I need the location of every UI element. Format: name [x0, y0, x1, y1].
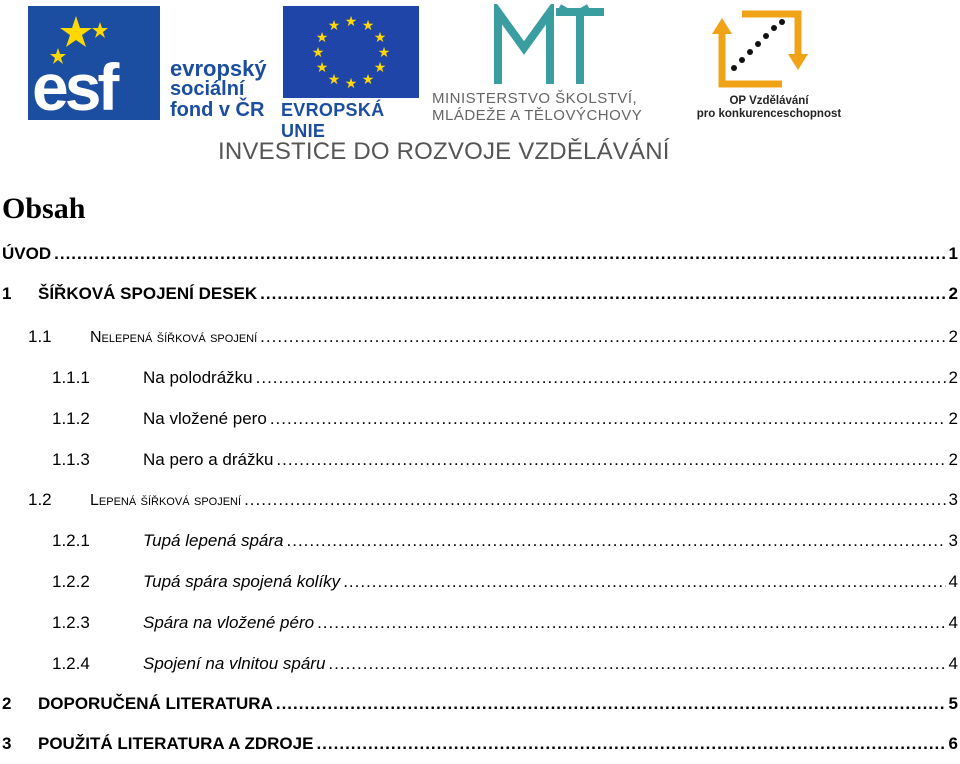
msmt-logo	[490, 4, 610, 88]
toc-number: 1.1	[28, 327, 52, 346]
toc-page: 6	[948, 734, 958, 753]
toc-entry[interactable]	[52, 409, 958, 439]
toc-number: 1.2.3	[52, 613, 90, 632]
toc-page: 2	[948, 450, 958, 469]
svg-text:★: ★	[361, 18, 375, 34]
svg-text:★: ★	[373, 60, 387, 76]
svg-text:★: ★	[373, 30, 387, 46]
toc-number: 1.2	[28, 490, 52, 509]
toc-entry[interactable]	[2, 694, 958, 724]
toc-page: 4	[948, 572, 958, 591]
toc-leader	[260, 328, 945, 345]
msmt-caption-line: MINISTERSTVO ŠKOLSTVÍ,	[432, 90, 638, 107]
toc-title: POUŽITÁ LITERATURA A ZDROJE	[38, 734, 314, 753]
esf-text-line: fond v ČR	[170, 99, 265, 121]
svg-text:★: ★	[327, 72, 341, 88]
toc-number: 1.1.1	[52, 368, 90, 387]
svg-text:★: ★	[361, 72, 375, 88]
toc-leader	[270, 410, 946, 427]
toc-number: 1	[2, 284, 12, 303]
msmt-logo-icon	[490, 4, 610, 88]
toc-entry[interactable]	[2, 734, 958, 764]
toc-page: 3	[948, 490, 958, 509]
toc-leader	[317, 614, 945, 631]
op-caption	[684, 95, 854, 121]
toc-entry[interactable]	[52, 613, 958, 643]
op-caption-line: OP Vzdělávání	[729, 95, 809, 107]
toc-entry[interactable]	[52, 654, 958, 684]
investice-slogan: INVESTICE DO ROZVOJE VZDĚLÁVÁNÍ	[218, 138, 670, 165]
toc-number: ÚVOD	[2, 244, 52, 263]
page-title: Obsah	[2, 192, 86, 225]
esf-text-line: sociální	[170, 78, 245, 100]
toc-title: ŠÍŘKOVÁ SPOJENÍ DESEK	[38, 284, 258, 303]
svg-text:★: ★	[315, 30, 329, 46]
toc-leader	[244, 491, 945, 508]
toc-leader	[54, 245, 945, 262]
toc-page: 4	[948, 654, 958, 673]
msmt-caption	[432, 90, 682, 124]
op-logo	[712, 4, 808, 94]
svg-text:★: ★	[377, 45, 391, 61]
logo-header	[0, 0, 960, 170]
svg-text:★: ★	[344, 76, 358, 92]
toc-page: 5	[948, 694, 958, 713]
eu-flag	[283, 6, 419, 98]
toc-title: Tupá spára spojená kolíky	[143, 572, 341, 591]
toc-page: 4	[948, 613, 958, 632]
toc-leader	[328, 655, 945, 672]
toc-leader	[316, 735, 945, 752]
toc-entry[interactable]	[52, 368, 958, 398]
toc-number: 3	[2, 734, 12, 753]
toc-leader	[276, 451, 945, 468]
toc-leader	[287, 532, 946, 549]
esf-logo-icon	[28, 6, 160, 120]
toc-entry[interactable]	[52, 531, 958, 561]
toc-page: 2	[948, 327, 958, 346]
toc-page: 2	[948, 368, 958, 387]
esf-wordmark	[170, 58, 280, 121]
toc-page: 2	[948, 284, 958, 303]
msmt-caption-line: MLÁDEŽE A TĚLOVÝCHOVY	[432, 107, 643, 124]
toc-number: 1.1.2	[52, 409, 90, 428]
toc-number: 1.2.1	[52, 531, 90, 550]
toc-title: Nelepená šířková spojení	[90, 329, 258, 346]
toc-leader	[343, 573, 945, 590]
toc-leader	[256, 369, 946, 386]
toc-number: 1.2.4	[52, 654, 90, 673]
toc-title: DOPORUČENÁ LITERATURA	[38, 694, 273, 713]
svg-text:★: ★	[311, 45, 325, 61]
toc-entry[interactable]	[2, 284, 958, 314]
toc-entry[interactable]	[28, 327, 958, 357]
toc-page: 1	[948, 244, 958, 263]
toc-title: Spojení na vlnitou spáru	[143, 654, 326, 673]
toc-title: Tupá lepená spára	[143, 531, 284, 550]
toc-title: Na pero a drážku	[143, 450, 274, 469]
svg-text:★: ★	[315, 60, 329, 76]
toc-title: Na polodrážku	[143, 368, 253, 387]
eu-stars-icon	[283, 6, 419, 98]
op-caption-line: pro konkurenceschopnost	[696, 108, 842, 120]
toc-leader	[260, 285, 945, 302]
op-logo-icon	[712, 4, 808, 94]
toc-page: 2	[948, 409, 958, 428]
esf-logo	[28, 6, 160, 120]
toc-entry[interactable]	[52, 450, 958, 480]
toc-number: 1.1.3	[52, 450, 90, 469]
toc-entry[interactable]	[2, 244, 958, 274]
eu-caption: EVROPSKÁ UNIE	[281, 100, 385, 141]
svg-text:★: ★	[327, 18, 341, 34]
toc-number: 2	[2, 694, 12, 713]
svg-text:esf: esf	[32, 50, 116, 120]
toc-title: Na vložené pero	[143, 409, 267, 428]
toc-page: 3	[948, 531, 958, 550]
toc-leader	[276, 695, 946, 712]
toc-number: 1.2.2	[52, 572, 90, 591]
svg-text:★: ★	[344, 14, 358, 30]
esf-text-line: evropský	[170, 56, 267, 81]
toc-entry[interactable]	[52, 572, 958, 602]
toc-entry[interactable]	[28, 490, 958, 520]
toc-title: Lepená šířková spojení	[90, 492, 242, 509]
toc-title: Spára na vložené péro	[143, 613, 315, 632]
